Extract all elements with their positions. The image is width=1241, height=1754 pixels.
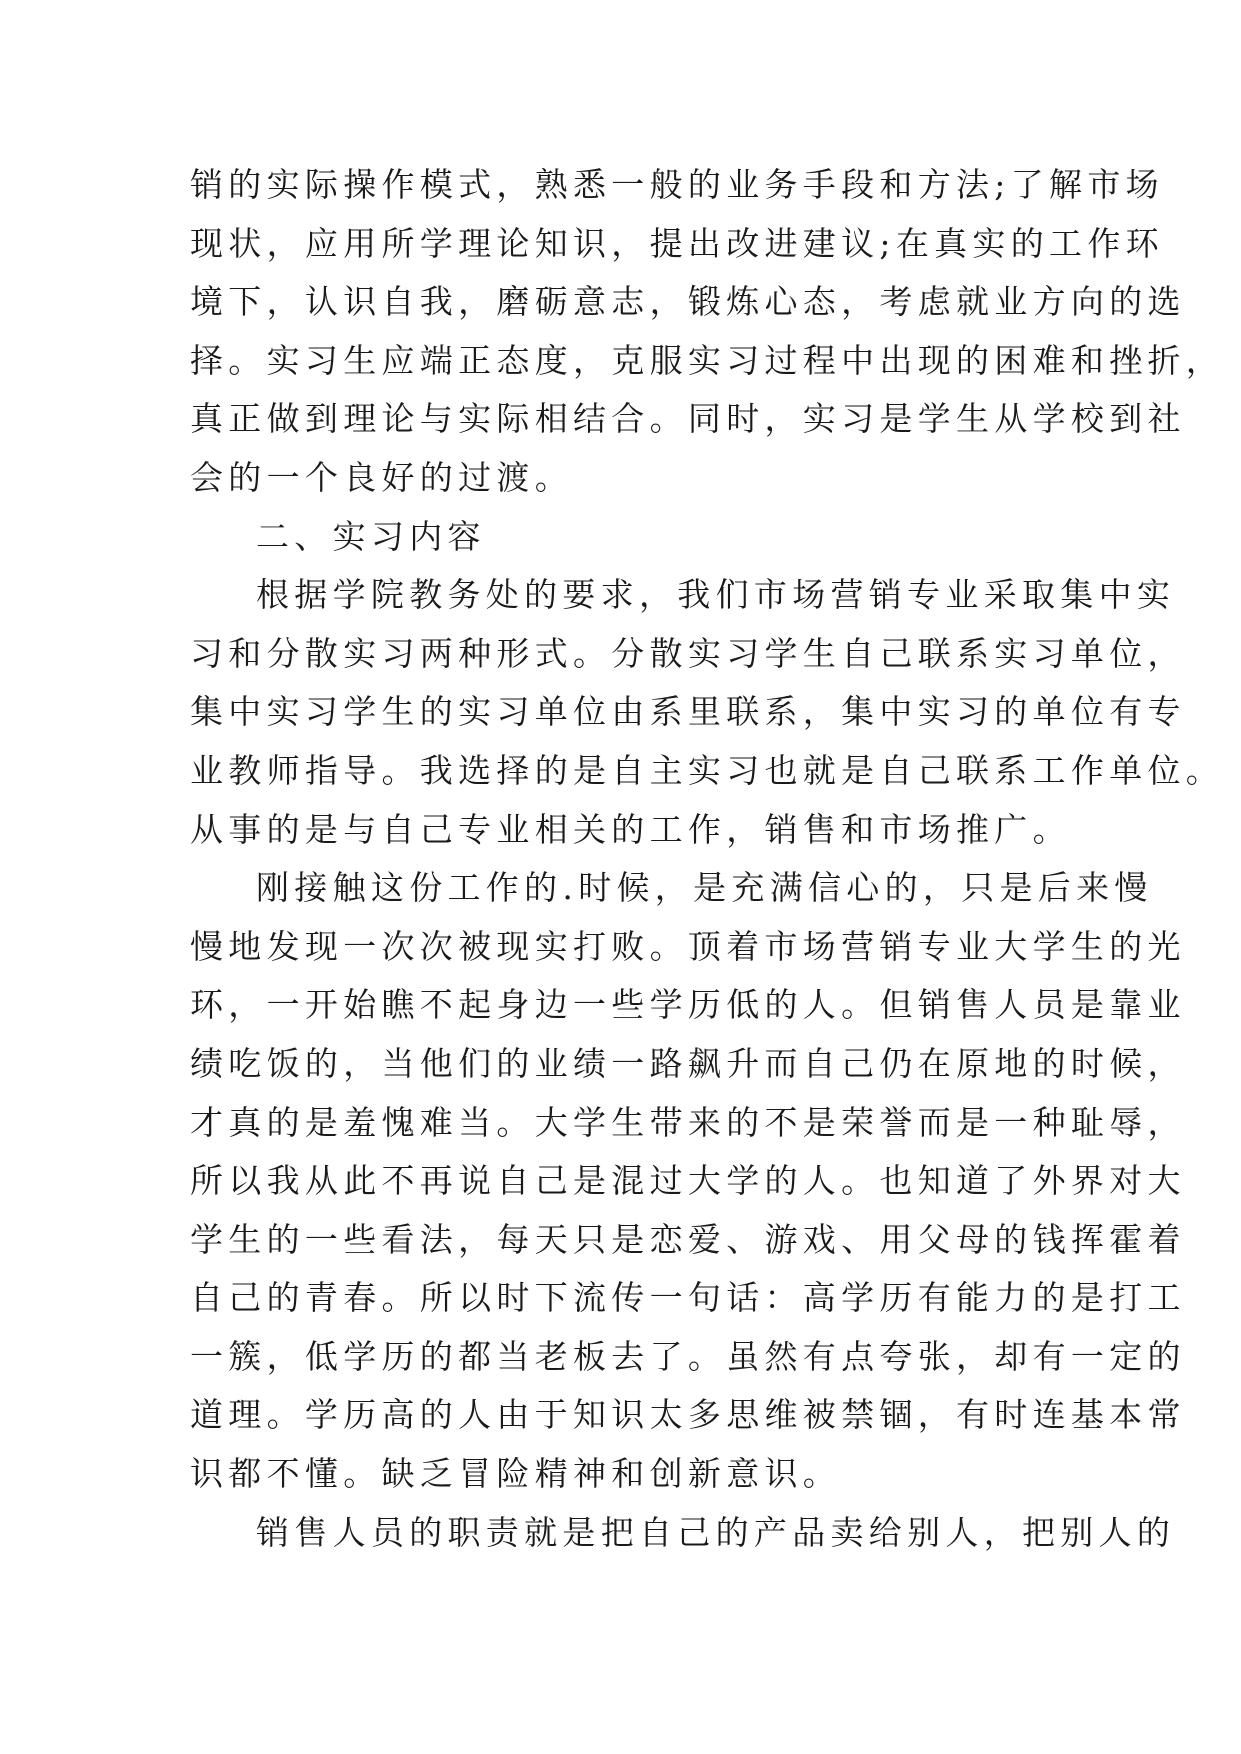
text-line: 会的一个良好的过渡。: [190, 457, 573, 497]
text-line: 从事的是与自己专业相关的工作，销售和市场推广。: [190, 809, 1071, 849]
text-line: 销售人员的职责就是把自己的产品卖给别人，把别人的: [256, 1512, 1176, 1552]
text-line: 自己的青春。所以时下流传一句话：高学历有能力的是打工: [190, 1278, 1186, 1318]
text-line: 一簇，低学历的都当老板去了。虽然有点夸张，却有一定的: [190, 1336, 1186, 1376]
text-line: 学生的一些看法，每天只是恋爱、游戏、用父母的钱挥霍着: [190, 1219, 1186, 1259]
text-line: 绩吃饭的，当他们的业绩一路飙升而自己仍在原地的时候，: [190, 1043, 1186, 1083]
document-body: [190, 156, 1225, 1562]
text-line: 真正做到理论与实际相结合。同时，实习是学生从学校到社: [190, 399, 1186, 439]
text-line: 道理。学历高的人由于知识太多思维被禁锢，有时连基本常: [190, 1395, 1186, 1435]
text-line: 所以我从此不再说自己是混过大学的人。也知道了外界对大: [190, 1161, 1186, 1201]
text-line: 慢地发现一次次被现实打败。顶着市场营销专业大学生的光: [190, 926, 1186, 966]
text-line: 习和分散实习两种形式。分散实习学生自己联系实习单位，: [190, 633, 1186, 673]
text-line: 识都不懂。缺乏冒险精神和创新意识。: [190, 1454, 842, 1494]
text-line: 根据学院教务处的要求，我们市场营销专业采取集中实: [256, 575, 1176, 615]
text-line: 境下，认识自我，磨砺意志，锻炼心态，考虑就业方向的选: [190, 282, 1186, 322]
text-line: 环，一开始瞧不起身边一些学历低的人。但销售人员是靠业: [190, 985, 1186, 1025]
text-line: 二、实习内容: [256, 516, 486, 556]
text-line: 才真的是羞愧难当。大学生带来的不是荣誉而是一种耻辱，: [190, 1102, 1186, 1142]
text-line: 销的实际操作模式，熟悉一般的业务手段和方法;了解市场: [190, 165, 1164, 204]
text-line: 业教师指导。我选择的是自主实习也就是自己联系工作单位。: [190, 750, 1225, 790]
text-line: 集中实习学生的实习单位由系里联系，集中实习的单位有专: [190, 692, 1186, 732]
text-line: 择。实习生应端正态度，克服实习过程中出现的困难和挫折，: [190, 340, 1225, 380]
text-line: 刚接触这份工作的.时候，是充满信心的，只是后来慢: [256, 868, 1153, 908]
text-line: 现状，应用所学理论知识，提出改进建议;在真实的工作环: [190, 223, 1164, 263]
